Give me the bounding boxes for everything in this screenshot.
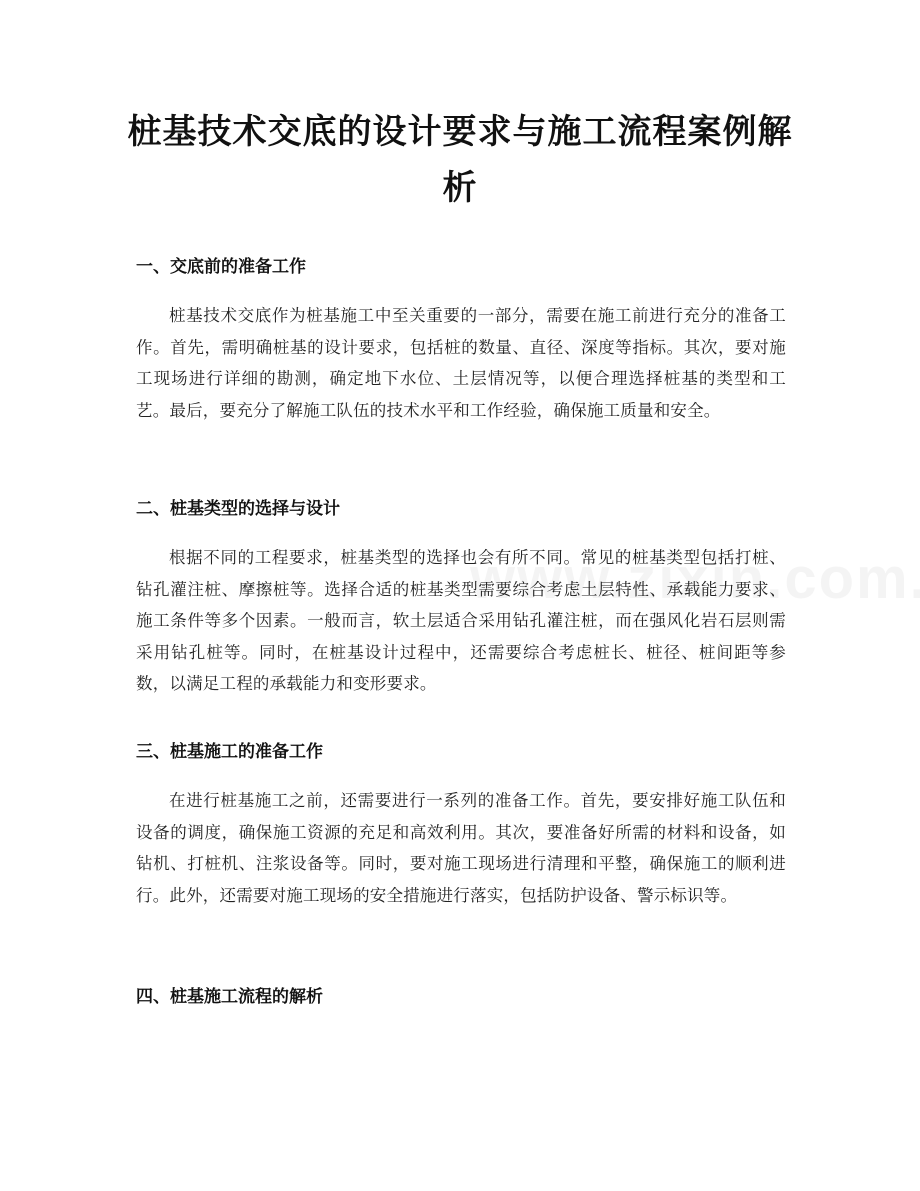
section-body-3: 在进行桩基施工之前，还需要进行一系列的准备工作。首先，要安排好施工队伍和设备的调度，确保施工资源的充足和高效利用。其次，要准备好所需的材料和设备，如钻机、打桩机、注浆设备等。同时，要对施工现场进行清理和平整，确保施工的顺利进行。此外，还需要对施工现场的安全措施进行落实，包括防护设备、警示标识等。: [136, 791, 786, 905]
section-heading-2: 二、桩基类型的选择与设计: [136, 499, 340, 519]
section-heading-1: 一、交底前的准备工作: [136, 257, 306, 277]
section-body-1: 桩基技术交底作为桩基施工中至关重要的一部分，需要在施工前进行充分的准备工作。首先，需明确桩基的设计要求，包括桩的数量、直径、深度等指标。其次，要对施工现场进行详细的勘测，确定地下水位、土层情况等，以便合理选择桩基的类型和工艺。最后，要充分了解施工队伍的技术水平和工作经验，确保施工质量和安全。: [136, 306, 786, 420]
section-heading-3: 三、桩基施工的准备工作: [136, 742, 323, 762]
section-body-2: 根据不同的工程要求，桩基类型的选择也会有所不同。常见的桩基类型包括打桩、钻孔灌注桩、摩擦桩等。选择合适的桩基类型需要综合考虑土层特性、承载能力要求、施工条件等多个因素。一般而言，软土层适合采用钻孔灌注桩，而在强风化岩石层则需采用钻孔桩等。同时，在桩基设计过程中，还需要综合考虑桩长、桩径、桩间距等参数，以满足工程的承载能力和变形要求。: [136, 548, 786, 693]
section-heading-4: 四、桩基施工流程的解析: [136, 987, 323, 1007]
document-title: 桩基技术交底的设计要求与施工流程案例解析: [127, 112, 793, 208]
